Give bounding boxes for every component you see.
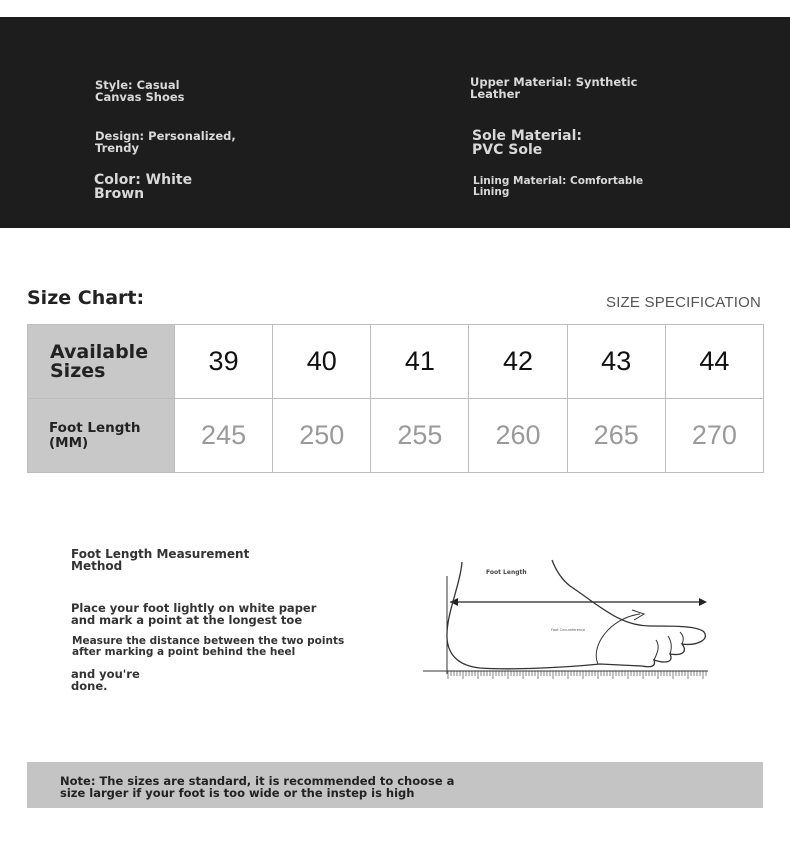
foot-length-value: 260	[495, 420, 541, 450]
measurement-step-3: and you're done.	[71, 667, 140, 693]
spec-lining-material: Lining Material: Comfortable Lining	[473, 175, 644, 198]
available-sizes-header: Available Sizes	[50, 341, 149, 382]
measurement-step-1: Place your foot lightly on white paper and mark a point at the longest toe	[71, 601, 317, 627]
toe-line	[654, 640, 658, 660]
size-value: 42	[503, 346, 534, 376]
foot-length-value: 270	[691, 420, 737, 450]
row-header-cell	[28, 325, 175, 399]
spec-color: Color: White Brown	[94, 172, 193, 202]
toe-line	[668, 636, 671, 654]
circumference-curve	[596, 614, 640, 664]
spec-design: Design: Personalized, Trendy	[95, 129, 236, 155]
diagram-label-circumference: Foot Circumference	[551, 628, 586, 632]
length-cell	[273, 399, 371, 473]
arrow-right-head	[699, 598, 707, 606]
size-value: 41	[404, 346, 435, 376]
foot-outline	[447, 560, 705, 669]
size-chart-table	[27, 324, 764, 473]
size-cell	[273, 325, 371, 399]
size-cell	[665, 325, 763, 399]
length-cell	[175, 399, 273, 473]
ruler-ticks	[448, 671, 706, 679]
table-row	[28, 399, 764, 473]
size-value: 40	[306, 346, 337, 376]
spec-sole-material: Sole Material: PVC Sole	[472, 128, 582, 158]
size-value: 39	[208, 346, 239, 376]
row-header-cell	[28, 399, 175, 473]
table-row	[28, 325, 764, 399]
length-cell	[469, 399, 567, 473]
size-value: 43	[601, 346, 632, 376]
size-cell	[175, 325, 273, 399]
size-value: 44	[699, 346, 730, 376]
diagram-label-foot-length: Foot Length	[486, 569, 527, 576]
size-note: Note: The sizes are standard, it is recommended to choose a size larger if your foot is too wide or the instep is high	[60, 774, 455, 800]
size-chart-title: Size Chart:	[27, 287, 145, 309]
spec-style: Style: Casual Canvas Shoes	[95, 78, 185, 104]
toe-line	[680, 632, 683, 644]
size-cell	[371, 325, 469, 399]
foot-length-value: 245	[201, 420, 247, 450]
foot-length-value: 265	[593, 420, 639, 450]
foot-length-value: 250	[299, 420, 345, 450]
size-cell	[567, 325, 665, 399]
measurement-method-title: Foot Length Measurement Method	[71, 547, 250, 573]
spec-upper-material: Upper Material: Synthetic Leather	[470, 75, 638, 101]
foot-measurement-diagram	[420, 556, 720, 686]
size-specification-label: SIZE SPECIFICATION	[605, 294, 761, 311]
foot-length-header: Foot Length (MM)	[49, 420, 141, 451]
foot-length-value: 255	[397, 420, 443, 450]
length-cell	[665, 399, 763, 473]
measurement-step-2: Measure the distance between the two points after marking a point behind the heel	[72, 635, 345, 658]
size-cell	[469, 325, 567, 399]
length-cell	[567, 399, 665, 473]
length-cell	[371, 399, 469, 473]
